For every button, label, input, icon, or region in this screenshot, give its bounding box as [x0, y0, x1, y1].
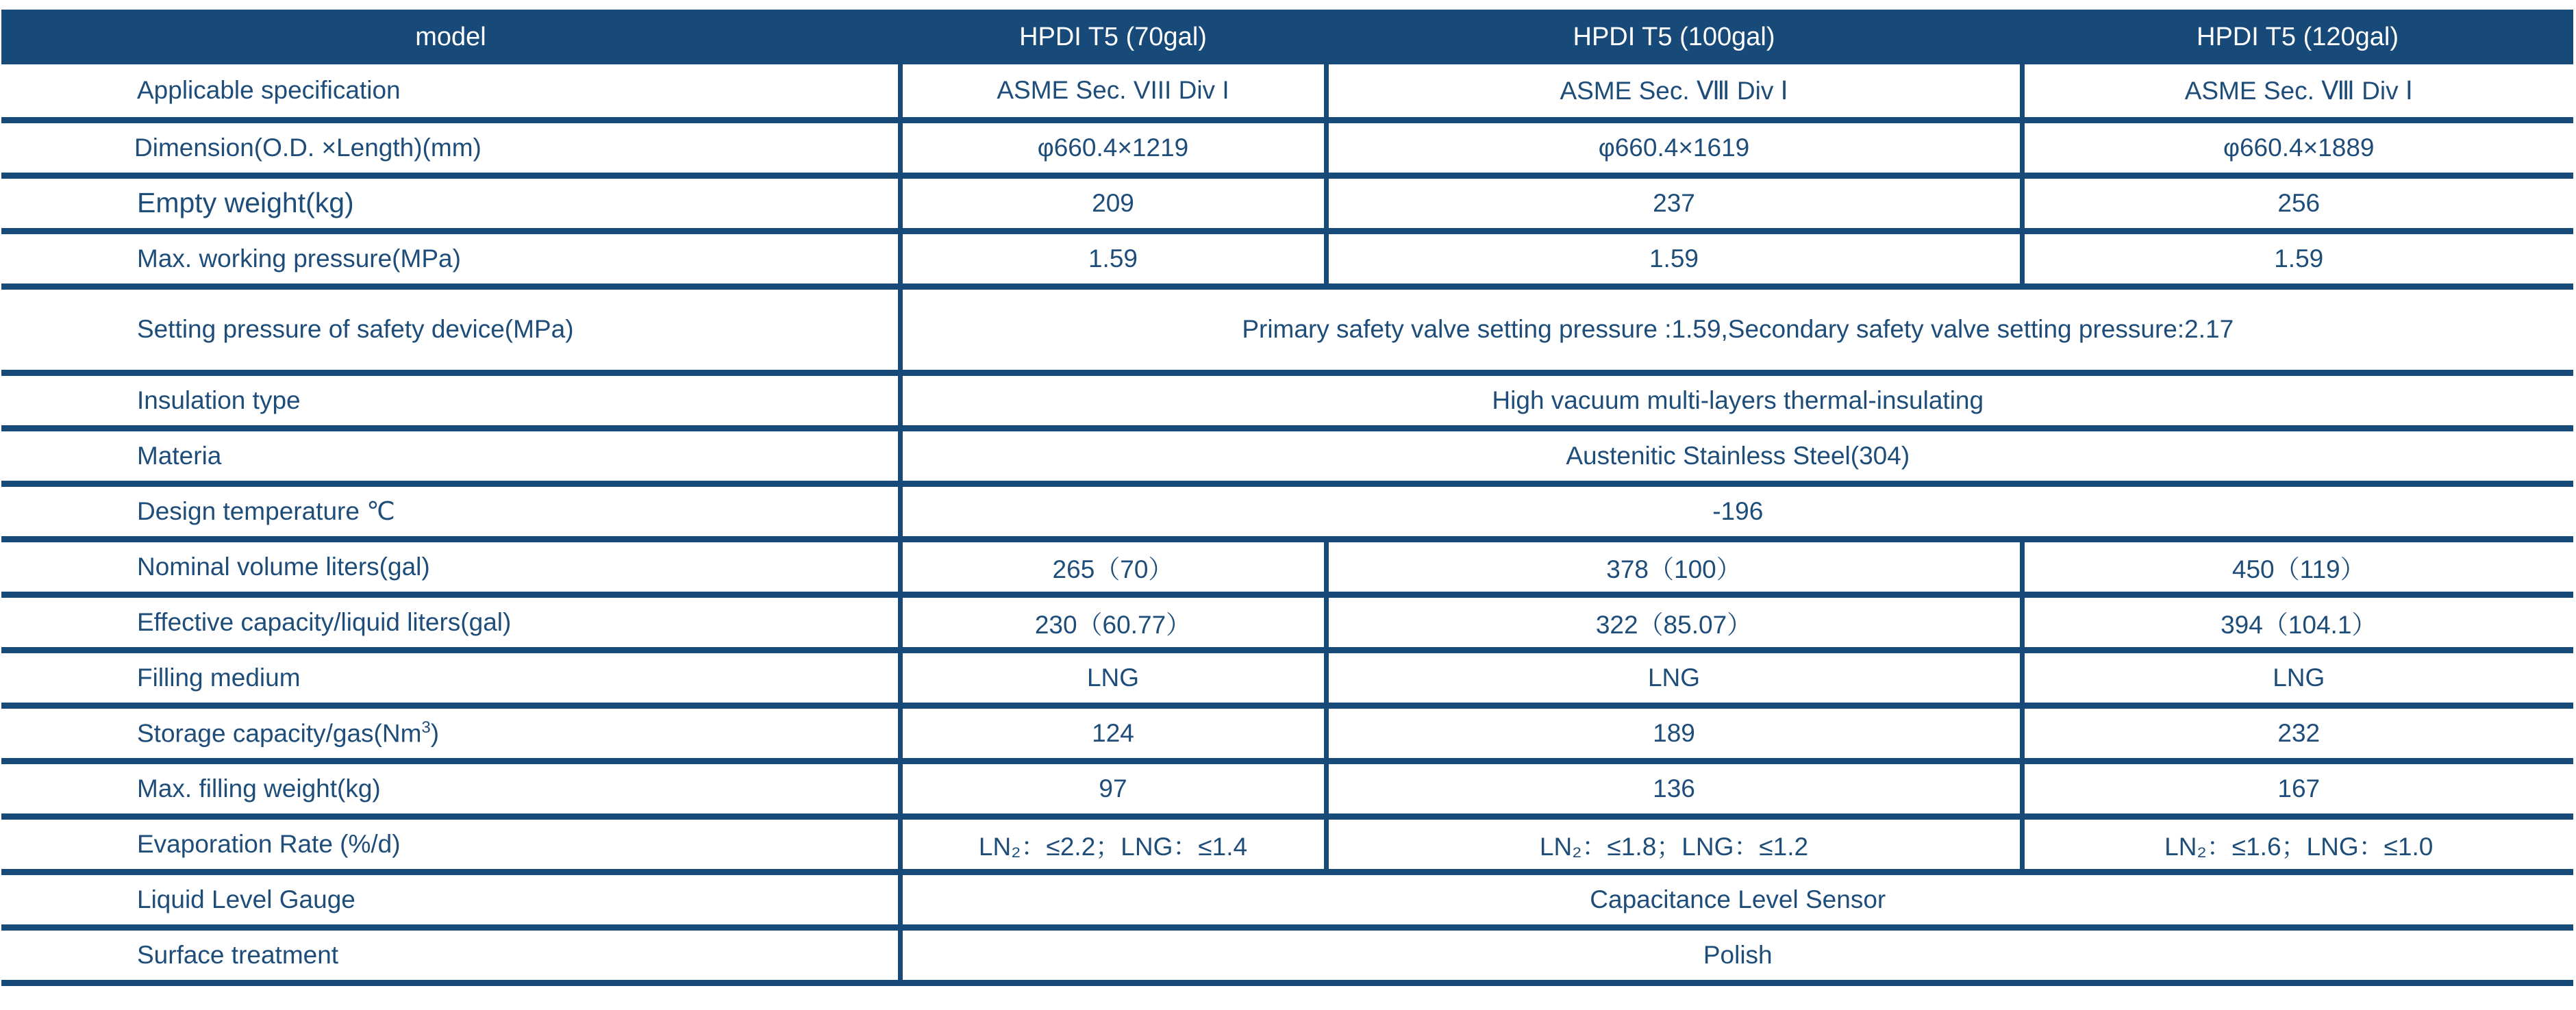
cell-70gal: ASME Sec. VIII Div I: [900, 64, 1326, 120]
row-surface-treatment: [1, 927, 2573, 983]
cell-merged: Polish: [900, 927, 2573, 983]
cell-100gal: 378（100）: [1326, 539, 2022, 594]
table-header-row: [1, 10, 2573, 64]
cell-70gal: φ660.4×1219: [900, 120, 1326, 175]
row-empty-weight: [1, 175, 2573, 231]
cell-70gal: LN₂：≤2.2；LNG：≤1.4: [900, 816, 1326, 872]
cell-merged: Austenitic Stainless Steel(304): [900, 428, 2573, 483]
cell-120gal: ASME Sec. Ⅷ Div Ⅰ: [2022, 64, 2573, 120]
row-label: Liquid Level Gauge: [1, 872, 900, 927]
row-materia: [1, 428, 2573, 483]
header-100gal: HPDI T5 (100gal): [1326, 10, 2022, 64]
cell-120gal: φ660.4×1889: [2022, 120, 2573, 175]
cell-100gal: 136: [1326, 761, 2022, 816]
row-evaporation-rate: [1, 816, 2573, 872]
cell-70gal: 97: [900, 761, 1326, 816]
cell-70gal: 209: [900, 175, 1326, 231]
cell-70gal: LNG: [900, 650, 1326, 705]
row-applicable-specification: [1, 64, 2573, 120]
label-text: Storage capacity/gas(Nm: [137, 719, 422, 748]
cell-100gal: 322（85.07）: [1326, 594, 2022, 650]
cell-merged: High vacuum multi-layers thermal-insulating: [900, 373, 2573, 428]
cell-merged: Capacitance Level Sensor: [900, 872, 2573, 927]
cell-120gal: LNG: [2022, 650, 2573, 705]
row-liquid-level-gauge: [1, 872, 2573, 927]
row-max-filling-weight: [1, 761, 2573, 816]
cell-120gal: 394（104.1）: [2022, 594, 2573, 650]
row-label: Max. working pressure(MPa): [1, 231, 900, 286]
header-120gal: HPDI T5 (120gal): [2022, 10, 2573, 64]
header-70gal: HPDI T5 (70gal): [900, 10, 1326, 64]
cell-70gal: 1.59: [900, 231, 1326, 286]
row-insulation-type: [1, 373, 2573, 428]
row-max-working-pressure: [1, 231, 2573, 286]
row-label: Nominal volume liters(gal): [1, 539, 900, 594]
row-label: Dimension(O.D. ×Length)(mm): [1, 120, 900, 175]
row-dimension: [1, 120, 2573, 175]
cell-70gal: 265（70）: [900, 539, 1326, 594]
cell-120gal: LN₂：≤1.6；LNG：≤1.0: [2022, 816, 2573, 872]
cell-70gal: 230（60.77）: [900, 594, 1326, 650]
cell-100gal: LNG: [1326, 650, 2022, 705]
row-label: Applicable specification: [1, 64, 900, 120]
row-label: Evaporation Rate (%/d): [1, 816, 900, 872]
cell-120gal: 167: [2022, 761, 2573, 816]
row-safety-device-pressure: [1, 286, 2573, 373]
cell-100gal: ASME Sec. Ⅷ Div Ⅰ: [1326, 64, 2022, 120]
row-label: Surface treatment: [1, 927, 900, 983]
row-label: Max. filling weight(kg): [1, 761, 900, 816]
row-label: Materia: [1, 428, 900, 483]
cell-merged: Primary safety valve setting pressure :1.59,Secondary safety valve setting pressure:2.17: [900, 286, 2573, 373]
row-label: [1, 705, 900, 761]
row-effective-capacity: [1, 594, 2573, 650]
row-storage-capacity: [1, 705, 2573, 761]
row-label: Setting pressure of safety device(MPa): [1, 286, 900, 373]
row-label: Insulation type: [1, 373, 900, 428]
cell-100gal: φ660.4×1619: [1326, 120, 2022, 175]
row-label: Filling medium: [1, 650, 900, 705]
cell-100gal: 189: [1326, 705, 2022, 761]
row-filling-medium: [1, 650, 2573, 705]
cell-120gal: 256: [2022, 175, 2573, 231]
label-suffix: ): [430, 719, 440, 748]
cell-100gal: LN₂：≤1.8；LNG：≤1.2: [1326, 816, 2022, 872]
cell-merged: -196: [900, 483, 2573, 539]
row-design-temperature: [1, 483, 2573, 539]
row-label: Design temperature ℃: [1, 483, 900, 539]
cell-120gal: 232: [2022, 705, 2573, 761]
row-nominal-volume: [1, 539, 2573, 594]
row-label: Empty weight(kg): [1, 175, 900, 231]
cell-100gal: 1.59: [1326, 231, 2022, 286]
superscript-3: 3: [421, 718, 431, 737]
cell-70gal: 124: [900, 705, 1326, 761]
cell-120gal: 1.59: [2022, 231, 2573, 286]
specification-table: [1, 10, 2573, 986]
header-model: model: [1, 10, 900, 64]
cell-100gal: 237: [1326, 175, 2022, 231]
cell-120gal: 450（119）: [2022, 539, 2573, 594]
row-label: Effective capacity/liquid liters(gal): [1, 594, 900, 650]
